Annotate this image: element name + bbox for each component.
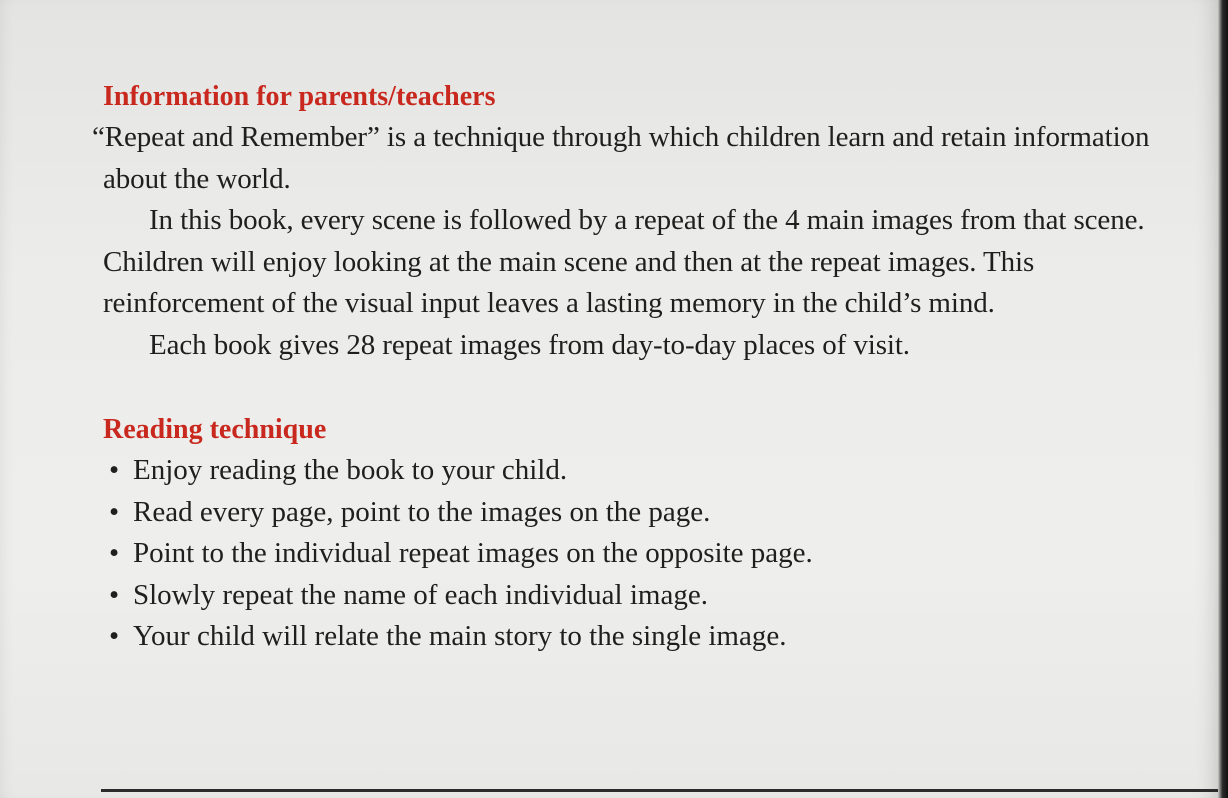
bullet-icon: • <box>109 454 120 486</box>
list-item-text: Enjoy reading the book to your child. <box>133 454 568 486</box>
bullet-icon: • <box>109 495 120 528</box>
page-content <box>92 76 1163 658</box>
page-edge <box>1218 0 1228 798</box>
bullet-icon: • <box>109 578 120 611</box>
images-count-paragraph: Each book gives 28 repeat images from day-to-day places of visit. <box>149 328 910 361</box>
list-item-text: Point to the individual repeat images on the opposite page. <box>133 537 813 569</box>
section-spacer <box>103 366 1163 409</box>
bullet-icon: • <box>109 537 120 569</box>
list-item <box>103 575 1163 617</box>
list-item <box>103 616 1163 658</box>
list-item <box>103 492 1163 534</box>
reading-technique-heading: Reading technique <box>103 414 327 445</box>
intro-paragraph: “Repeat and Remember” is a technique through which children learn and retain information about the world. <box>92 121 1150 195</box>
list-item <box>103 533 1163 575</box>
list-item-text: Slowly repeat the name of each individual image. <box>133 578 708 611</box>
reading-technique-list <box>103 450 1163 658</box>
info-heading: Information for parents/teachers <box>103 81 496 112</box>
bottom-divider <box>101 789 1218 792</box>
bullet-icon: • <box>109 620 120 652</box>
list-item <box>103 450 1163 492</box>
list-item-text: Your child will relate the main story to the single image. <box>133 620 787 652</box>
list-item-text: Read every page, point to the images on the page. <box>133 495 711 528</box>
scene-paragraph: In this book, every scene is followed by a repeat of the 4 main images from that scene. Children will enjoy looking at the main scene and then at the repeat images. This reinforcement of the visual input leaves a lasting memory in the child’s mind. <box>103 204 1145 319</box>
